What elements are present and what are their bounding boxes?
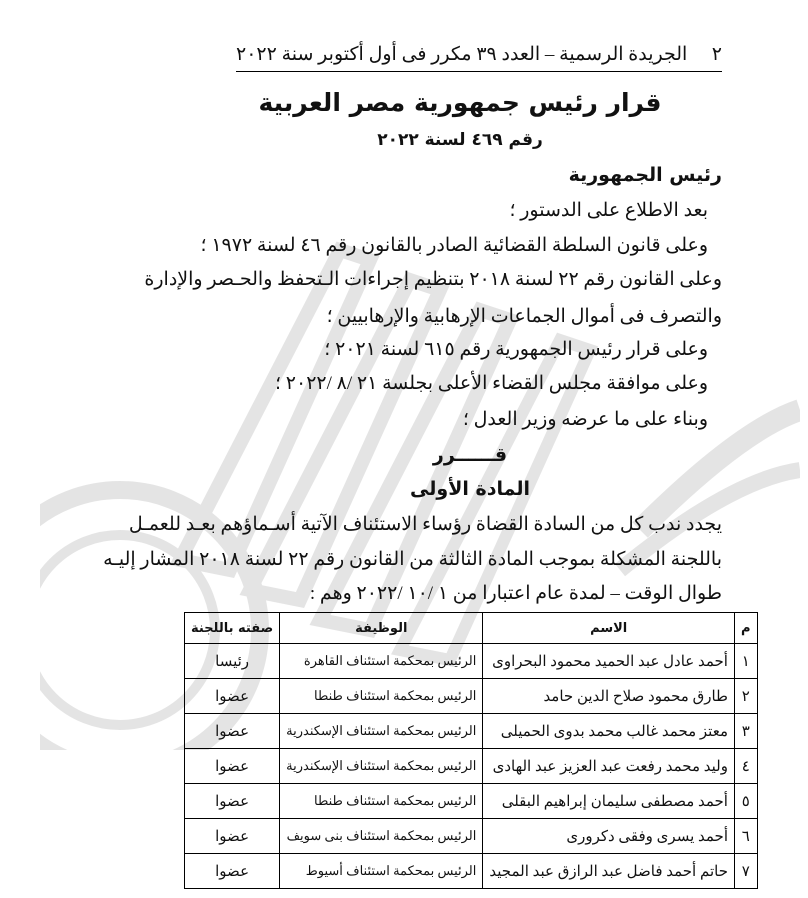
- member-name: معتز محمد غالب محمد بدوى الحميلى: [483, 714, 735, 749]
- table-header-row: [185, 613, 758, 644]
- member-name: طارق محمود صلاح الدين حامد: [483, 679, 735, 714]
- decree-heading: قــــــرر: [432, 444, 508, 466]
- gazette-header: [236, 40, 722, 68]
- row-number: ٥: [734, 784, 757, 819]
- decree-number: رقم ٤٦٩ لسنة ٢٠٢٢: [377, 130, 543, 150]
- table-row: [185, 819, 758, 854]
- member-role: عضوا: [185, 679, 280, 714]
- committee-table: [184, 612, 758, 889]
- table-row: [185, 714, 758, 749]
- member-job: الرئيس بمحكمة استئناف أسيوط: [280, 854, 483, 889]
- member-name: أحمد مصطفى سليمان إبراهيم البقلى: [483, 784, 735, 819]
- column-header-number: م: [734, 613, 757, 644]
- article-heading: المادة الأولى: [410, 478, 530, 500]
- article-text-line: يجدد ندب كل من السادة القضاة رؤساء الاستئناف الآتية أسـماؤهم بعـد للعمـل: [128, 514, 722, 535]
- row-number: ٢: [734, 679, 757, 714]
- page-number: ٢: [711, 43, 722, 65]
- table-row: [185, 644, 758, 679]
- member-role: عضوا: [185, 749, 280, 784]
- member-role: عضوا: [185, 854, 280, 889]
- member-job: الرئيس بمحكمة استئناف الإسكندرية: [280, 714, 483, 749]
- row-number: ٤: [734, 749, 757, 784]
- table-row: [185, 749, 758, 784]
- member-name: أحمد عادل عبد الحميد محمود البحراوى: [483, 644, 735, 679]
- preamble-line: وعلى قانون السلطة القضائية الصادر بالقانون رقم ٤٦ لسنة ١٩٧٢ ؛: [200, 235, 708, 256]
- member-role: عضوا: [185, 784, 280, 819]
- row-number: ٧: [734, 854, 757, 889]
- column-header-role: صفته باللجنة: [185, 613, 280, 644]
- preamble-line: والتصرف فى أموال الجماعات الإرهابية والإرهابيين ؛: [326, 306, 722, 327]
- header-divider: [236, 71, 722, 72]
- member-job: الرئيس بمحكمة استئناف طنطا: [280, 679, 483, 714]
- president-heading: رئيس الجمهورية: [568, 164, 722, 186]
- column-header-job: الوظيفة: [280, 613, 483, 644]
- column-header-name: الاسم: [483, 613, 735, 644]
- member-job: الرئيس بمحكمة استئناف القاهرة: [280, 644, 483, 679]
- member-role: عضوا: [185, 714, 280, 749]
- preamble-line: وعلى موافقة مجلس القضاء الأعلى بجلسة ٢١ /٨ /٢٠٢٢ ؛: [274, 373, 708, 394]
- row-number: ٣: [734, 714, 757, 749]
- member-job: الرئيس بمحكمة استئناف طنطا: [280, 784, 483, 819]
- preamble-line: وعلى قرار رئيس الجمهورية رقم ٦١٥ لسنة ٢٠٢١ ؛: [324, 339, 708, 360]
- member-role: رئيسا: [185, 644, 280, 679]
- article-text-line: باللجنة المشكلة بموجب المادة الثالثة من القانون رقم ٢٢ لسنة ٢٠١٨ المشار إليـه: [103, 549, 722, 570]
- preamble-line: بعد الاطلاع على الدستور ؛: [509, 200, 708, 221]
- member-name: حاتم أحمد فاضل عبد الرازق عبد المجيد: [483, 854, 735, 889]
- member-job: الرئيس بمحكمة استئناف الإسكندرية: [280, 749, 483, 784]
- member-name: أحمد يسرى وفقى دكرورى: [483, 819, 735, 854]
- issue-info: الجريدة الرسمية – العدد ٣٩ مكرر فى أول أكتوبر سنة ٢٠٢٢: [236, 43, 688, 65]
- preamble-line: وعلى القانون رقم ٢٢ لسنة ٢٠١٨ بتنظيم إجراءات الـتحفظ والحـصر والإدارة: [144, 269, 722, 290]
- row-number: ٦: [734, 819, 757, 854]
- decree-title: قرار رئيس جمهورية مصر العربية: [258, 88, 662, 117]
- preamble-line: وبناء على ما عرضه وزير العدل ؛: [462, 409, 708, 430]
- member-name: وليد محمد رفعت عبد العزيز عبد الهادى: [483, 749, 735, 784]
- table-row: [185, 854, 758, 889]
- table-row: [185, 784, 758, 819]
- member-job: الرئيس بمحكمة استئناف بنى سويف: [280, 819, 483, 854]
- table-row: [185, 679, 758, 714]
- row-number: ١: [734, 644, 757, 679]
- member-role: عضوا: [185, 819, 280, 854]
- article-text-line: طوال الوقت – لمدة عام اعتبارا من ١ /١٠ /٢٠٢٢ وهم :: [309, 583, 722, 604]
